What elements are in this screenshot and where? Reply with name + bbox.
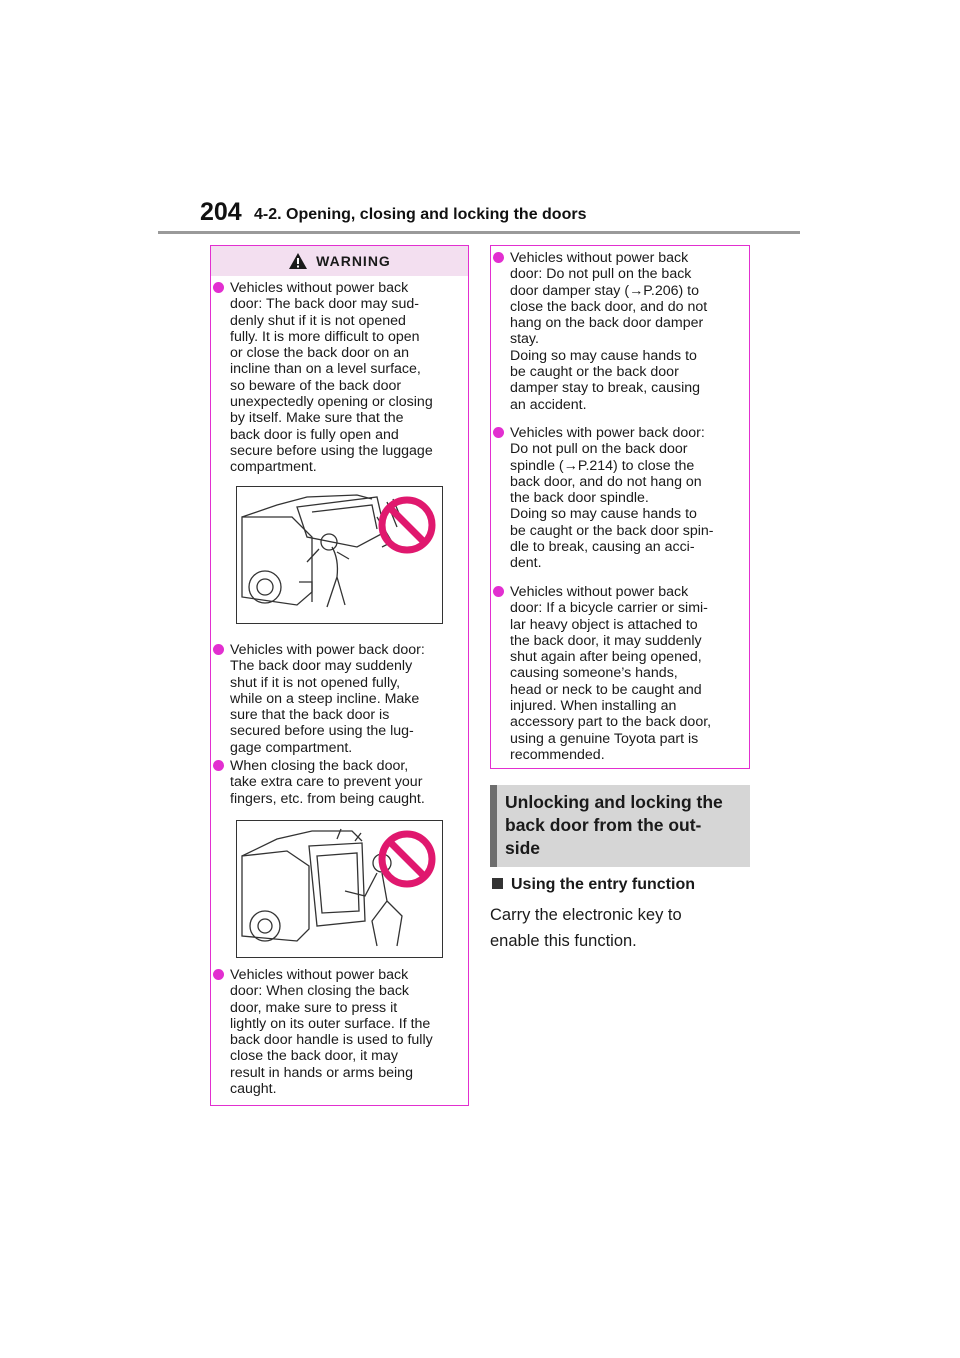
subheading-text: Using the entry function	[511, 876, 695, 893]
warning-box-right	[490, 245, 750, 769]
warning-header	[211, 246, 468, 276]
bullet-icon	[213, 969, 224, 980]
bullet-icon	[213, 760, 224, 771]
warning-box-left	[210, 245, 469, 1106]
section-heading-box	[490, 785, 750, 867]
bullet-icon	[213, 644, 224, 655]
bullet-icon	[493, 586, 504, 597]
prohibition-icon	[377, 829, 437, 889]
warning-item: When closing the back door, take extra care to prevent your fingers, etc. from being caught.	[213, 758, 465, 807]
bullet-icon	[213, 282, 224, 293]
back-door-incline-illustration	[236, 486, 443, 624]
header-rule	[158, 231, 800, 234]
warning-item: Vehicles with power back door: Do not pull on the back door spindle (→P.214) to close the back door, and do not hang on the back door spindle. Doing so may cause hands to be caught or the back door spin- dle to break, causing an acci- dent.	[493, 425, 747, 572]
warning-item: Vehicles without power back door: Do not pull on the back door damper stay (→P.206) to close the back door, and do not hang on the back door damper stay. Doing so may cause hands to be caught or the back door damper stay to break, causing an accident.	[493, 250, 747, 413]
warning-item: Vehicles without power back door: The back door may sud- denly shut if it is not opened fully. It is more difficult to open or close the back door on an incline than on a level surface, so beware of the back door unexpectedly opening or closing by itself. Make sure that the back door is fully open and secure before using the luggage compartment.	[213, 280, 465, 476]
subheading	[492, 876, 695, 894]
warning-item: Vehicles without power back door: When closing the back door, make sure to press it lightly on its outer surface. If the back door handle is used to fully close the back door, it may result in hands or arms being caught.	[213, 967, 465, 1097]
prohibition-icon	[377, 495, 437, 555]
body-text: Carry the electronic key to enable this function.	[490, 906, 682, 950]
square-bullet-icon	[492, 878, 503, 889]
page-number: 204	[200, 198, 242, 226]
section-title: 4-2. Opening, closing and locking the doors	[254, 206, 587, 223]
back-door-closing-illustration	[236, 820, 443, 958]
bullet-icon	[493, 427, 504, 438]
warning-label: WARNING	[316, 253, 391, 269]
bullet-icon	[493, 252, 504, 263]
warning-triangle-icon	[288, 252, 308, 270]
warning-item: Vehicles without power back door: If a bicycle carrier or simi- lar heavy object is attached to the back door, it may suddenly shut again after being opened, causing someone’s hands, head or neck to be caught and injured. When installing an accessory part to the back door, using a genuine Toyota part is recommended.	[493, 584, 747, 763]
warning-item: Vehicles with power back door: The back door may suddenly shut if it is not opened fully, while on a steep incline. Make sure that the back door is secured before using the lug- gage compartment.	[213, 642, 465, 756]
section-heading: Unlocking and locking the back door from the out- side	[505, 792, 723, 858]
